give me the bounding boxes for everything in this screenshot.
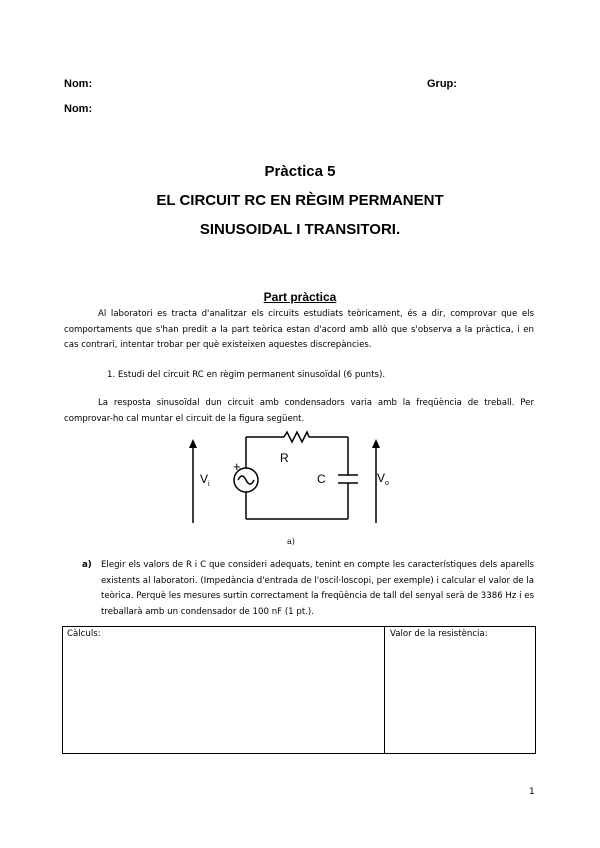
intro-paragraph: Al laboratori es tracta d'analitzar els circuits estudiats teòricament, és a dir, comprovar que els comportaments que s'han predit a la part teòrica estan d'acord amb allò que s'observa a la pràctica, i en cas contrari, intentar trobar per què existeixen aquestes discrepàncies. bbox=[64, 309, 534, 350]
question-a-text: Elegir els valors de R i C que consideri adequats, tenint en compte les característiques dels aparells existents al laboratori. (Impedància d'entrada de l'oscil·loscopi, per exemple) i calcular el valor de la teòrica. Perquè les mesures surtin correctament la freqüència de tall del senyal serà de 3386 Hz i es treballarà amb un condensador de 100 nF (1 pt.). bbox=[101, 560, 534, 617]
vi-arrow-icon bbox=[189, 439, 197, 448]
figure-caption: a) bbox=[287, 537, 295, 546]
vi-label: $V_i$ bbox=[200, 472, 210, 488]
capacitor-label: C bbox=[317, 472, 326, 486]
vo-arrow-icon bbox=[372, 439, 380, 448]
answer-table bbox=[62, 626, 536, 754]
group-label: Grup: bbox=[427, 78, 457, 90]
question-a-marker: a) bbox=[82, 560, 92, 570]
resistance-value-header: Valor de la resistència: bbox=[390, 629, 488, 639]
calculations-header: Càlculs: bbox=[67, 629, 101, 639]
title-line-2: SINUSOIDAL I TRANSITORI. bbox=[199, 221, 401, 238]
resistor-label: R bbox=[280, 451, 289, 465]
name-label-2: Nom: bbox=[64, 103, 93, 115]
title-line-1: EL CIRCUIT RC EN RÈGIM PERMANENT bbox=[156, 192, 444, 209]
page-number: 1 bbox=[529, 787, 535, 797]
vo-label: $V_o$ bbox=[377, 471, 389, 487]
practice-number: Pràctica 5 bbox=[264, 163, 336, 180]
resistor-symbol bbox=[284, 432, 309, 442]
circuit-paragraph: La resposta sinusoïdal dun circuit amb condensadors varia amb la freqüència de treball. Per comprovar-ho cal muntar el circuit de la figura següent. bbox=[64, 398, 534, 424]
item-1: 1. Estudi del circuit RC en règim permanent sinusoïdal (6 punts). bbox=[107, 370, 386, 380]
rc-circuit-diagram bbox=[180, 405, 410, 545]
section-heading: Part pràctica bbox=[263, 290, 337, 304]
name-label-1: Nom: bbox=[64, 78, 93, 90]
table-divider bbox=[384, 627, 385, 753]
plus-sign: + bbox=[233, 459, 241, 474]
